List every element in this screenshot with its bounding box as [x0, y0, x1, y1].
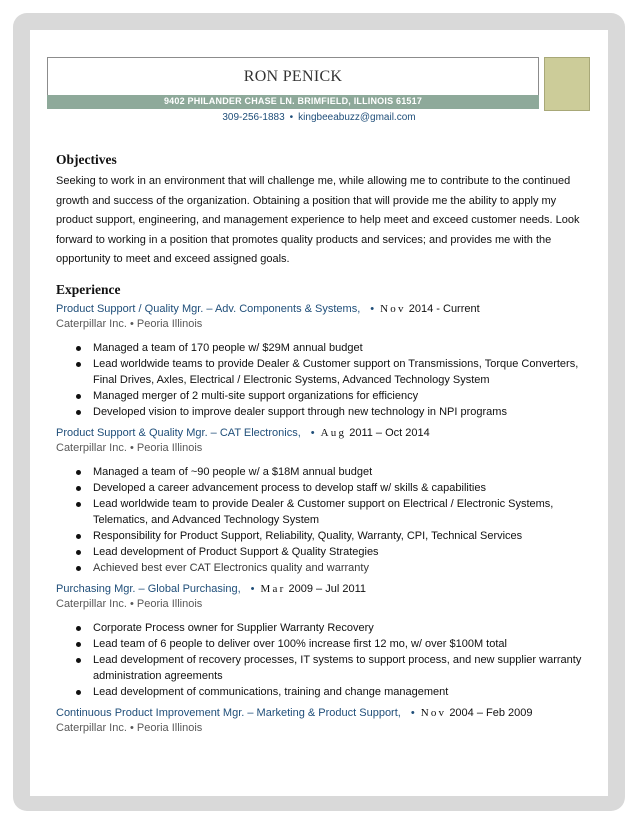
job-bullet: Lead development of Product Support & Quality Strategies — [93, 544, 586, 560]
job-role-line — [56, 582, 586, 597]
job-bullet: Responsibility for Product Support, Reliability, Quality, Warranty, CPI, Technical Services — [93, 528, 586, 544]
job-bullet: Managed merger of 2 multi-site support organizations for efficiency — [93, 388, 586, 404]
contact-separator: • — [289, 112, 294, 123]
job-role-line — [56, 706, 586, 721]
job-bullets — [56, 340, 586, 420]
job-period: 2014 - Current — [408, 302, 480, 315]
job-separator: • — [250, 582, 255, 595]
candidate-name: RON PENICK — [243, 68, 343, 85]
phone-number: 309-256-1883 — [222, 112, 285, 123]
email-address[interactable]: kingbeeabuzz@gmail.com — [298, 112, 416, 123]
resume-content — [56, 150, 586, 742]
job-separator: • — [410, 706, 415, 719]
job-period: 2011 – Oct 2014 — [349, 426, 430, 439]
job-bullet: Lead worldwide team to provide Dealer & Customer support on Electrical / Electronic Systems, Telematics, and Advanced Technology System — [93, 496, 586, 528]
job-period: 2009 – Jul 2011 — [288, 582, 366, 595]
objectives-heading: Objectives — [56, 152, 117, 167]
job-title: Purchasing Mgr. – Global Purchasing, — [56, 582, 241, 595]
job-role-line — [56, 302, 586, 317]
job-company: Caterpillar Inc. • Peoria Illinois — [56, 441, 203, 454]
job-bullets — [56, 620, 586, 700]
job-title: Product Support / Quality Mgr. – Adv. Components & Systems, — [56, 302, 361, 315]
job-start-month: Mar — [260, 582, 286, 595]
job-title: Continuous Product Improvement Mgr. – Marketing & Product Support, — [56, 706, 401, 719]
job-bullet: Managed a team of ~90 people w/ a $18M annual budget — [93, 464, 586, 480]
job-period: 2004 – Feb 2009 — [449, 706, 533, 719]
job-start-month: Nov — [380, 302, 406, 315]
name-box — [47, 57, 539, 97]
job-entry — [56, 302, 586, 420]
address-bar — [47, 95, 539, 109]
job-separator: • — [310, 426, 315, 439]
job-bullet: Lead development of recovery processes, IT systems to support process, and new supplier warranty administration agreements — [93, 652, 586, 684]
job-bullet: Developed vision to improve dealer support through new technology in NPI programs — [93, 404, 586, 420]
job-company: Caterpillar Inc. • Peoria Illinois — [56, 721, 203, 734]
job-bullet: Managed a team of 170 people w/ $29M annual budget — [93, 340, 586, 356]
experience-heading: Experience — [56, 281, 121, 297]
job-start-month: Nov — [420, 706, 447, 719]
job-start-month: Aug — [320, 426, 347, 439]
address-text: 9402 PHILANDER CHASE LN. BRIMFIELD, ILLINOIS 61517 — [163, 96, 423, 106]
job-company: Caterpillar Inc. • Peoria Illinois — [56, 317, 203, 330]
job-bullet: Lead worldwide teams to provide Dealer & Customer support on Transmissions, Torque Converters, Final Drives, Axles, Electrical / Electronic Systems, Advanced Technology System — [93, 356, 586, 388]
job-bullets — [56, 464, 586, 576]
job-bullet: Developed a career advancement process to develop staff w/ skills & capabilities — [93, 480, 586, 496]
job-bullet: Achieved best ever CAT Electronics quality and warranty — [93, 560, 586, 576]
job-entry — [56, 426, 586, 576]
job-entry — [56, 706, 586, 736]
contact-line — [0, 112, 638, 123]
job-entry — [56, 582, 586, 700]
job-role-line — [56, 426, 586, 441]
job-bullet: Corporate Process owner for Supplier Warranty Recovery — [93, 620, 586, 636]
job-bullet: Lead team of 6 people to deliver over 100% increase first 12 mo, w/ over $100M total — [93, 636, 586, 652]
job-title: Product Support & Quality Mgr. – CAT Electronics, — [56, 426, 301, 439]
objectives-text: Seeking to work in an environment that will challenge me, while allowing me to contribute to the continued growth and success of the organization. Obtaining a position that will provide me the ability to apply my product support, engineering, and management experience to help meet and exceed customer needs. Look forward to working in a position that promotes quality products and services; and provides me with the opportunity to meet and exceed assigned goals. — [56, 175, 580, 266]
job-separator: • — [370, 302, 375, 315]
job-company: Caterpillar Inc. • Peoria Illinois — [56, 597, 203, 610]
job-bullet: Lead development of communications, training and change management — [93, 684, 586, 700]
accent-box — [544, 57, 590, 111]
